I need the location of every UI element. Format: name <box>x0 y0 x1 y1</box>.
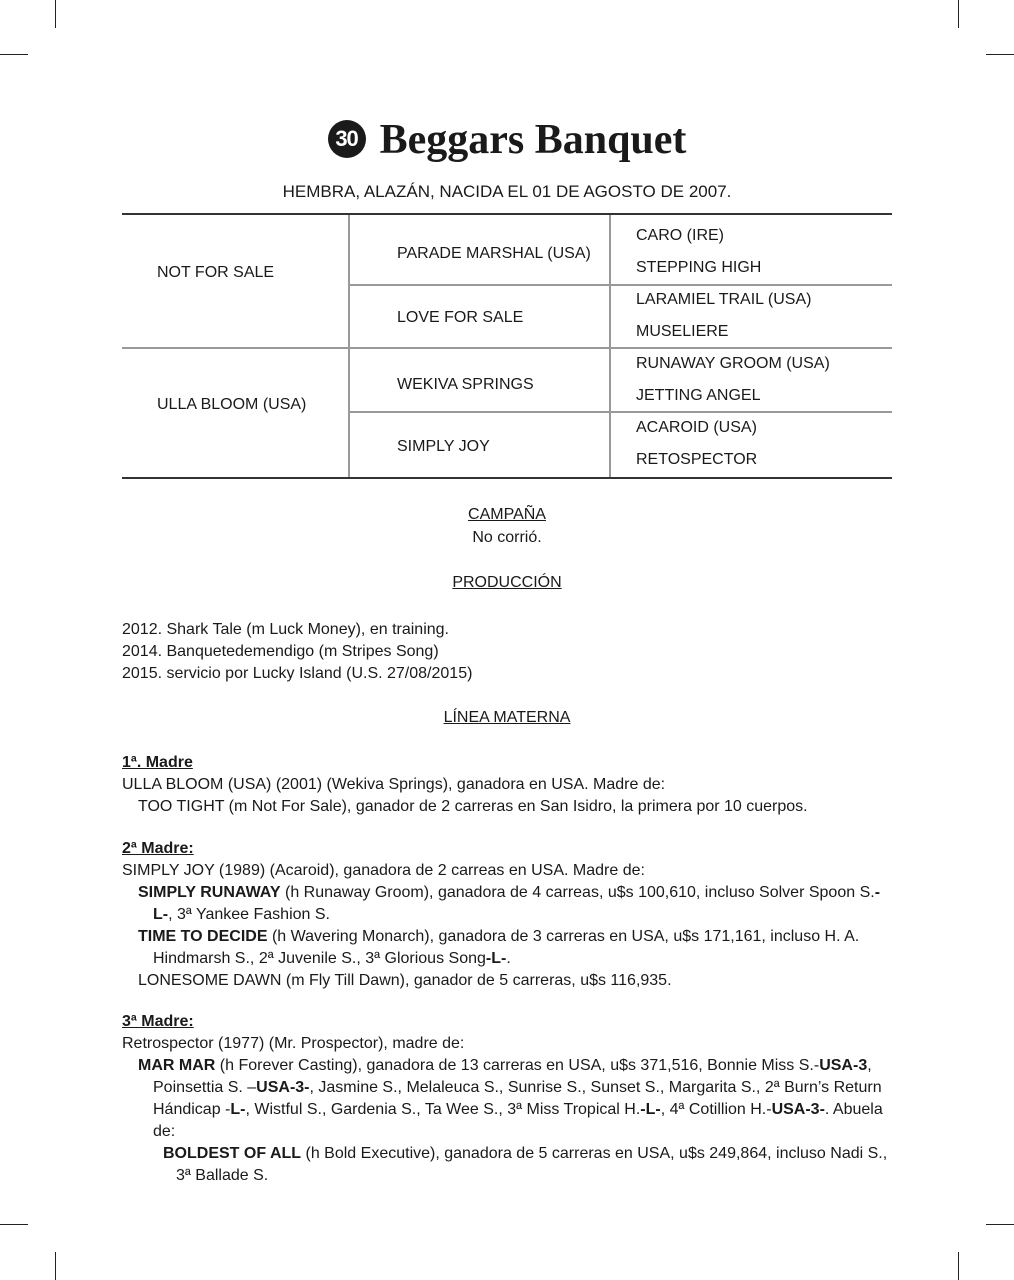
pedigree-dam: ULLA BLOOM (USA) <box>157 396 307 413</box>
crop-mark <box>958 0 959 28</box>
horse-name: Beggars Banquet <box>379 117 687 163</box>
list-item: MAR MAR (h Forever Casting), ganadora de 13 carreras en USA, u$s 371,516, Bonnie Miss S.-USA-3, Poinsettia S. –USA-3-, Jasmine S., Melaleuca S., Sunrise S., Sunset S., Margarita S., 2ª Burn’s Return Hándicap -L-, Wistful S., Gardenia S., Ta Wee S., 3ª Miss Tropical H.-L-, 4ª Cotillion H.-USA-3-. Abuela de: <box>138 1057 883 1140</box>
crop-mark <box>55 0 56 28</box>
list-item: 2012. Shark Tale (m Luck Money), en training. <box>122 621 449 638</box>
dam-intro: Retrospector (1977) (Mr. Prospector), madre de: <box>122 1035 465 1052</box>
section-heading: 2ª Madre: <box>122 840 194 857</box>
crop-mark <box>0 1224 28 1225</box>
list-item: 2015. servicio por Lucky Island (U.S. 27/08/2015) <box>122 665 473 682</box>
column-divider <box>348 215 350 477</box>
column-divider <box>609 215 611 477</box>
list-item: SIMPLY RUNAWAY (h Runaway Groom), ganadora de 4 carreas, u$s 100,610, incluso Solver Spoon S.-L-, 3ª Yankee Fashion S. <box>138 884 881 923</box>
crop-mark <box>0 54 28 55</box>
section-heading: 3ª Madre: <box>122 1013 194 1030</box>
lot-number-badge: 30 <box>328 120 366 158</box>
row-divider <box>348 411 892 413</box>
production-heading: PRODUCCIÓN <box>452 574 562 591</box>
pedigree-dam-dam: SIMPLY JOY <box>397 438 490 455</box>
maternal-line-heading: LÍNEA MATERNA <box>443 709 571 726</box>
row-divider <box>348 284 892 286</box>
campaign-heading: CAMPAÑA <box>468 506 546 523</box>
section-heading: 1ª. Madre <box>122 754 193 771</box>
crop-mark <box>986 54 1014 55</box>
third-dam-section <box>122 1011 894 1187</box>
page-title <box>0 114 1014 166</box>
dam-intro: SIMPLY JOY (1989) (Acaroid), ganadora de 2 carreas en USA. Madre de: <box>122 862 645 879</box>
second-dam-section <box>122 838 894 992</box>
row-divider <box>122 347 892 349</box>
list-item: 2014. Banquetedemendigo (m Stripes Song) <box>122 643 439 660</box>
pedigree-g3: RETOSPECTOR <box>636 451 758 468</box>
first-dam-section <box>122 752 894 818</box>
crop-mark <box>958 1252 959 1280</box>
pedigree-g3: ACAROID (USA) <box>636 419 757 436</box>
pedigree-g3: CARO (IRE) <box>636 227 724 244</box>
pedigree-sire: NOT FOR SALE <box>157 264 275 281</box>
dam-intro: ULLA BLOOM (USA) (2001) (Wekiva Springs), ganadora en USA. Madre de: <box>122 776 666 793</box>
list-item: LONESOME DAWN (m Fly Till Dawn), ganador de 5 carreras, u$s 116,935. <box>138 972 672 989</box>
pedigree-table <box>122 213 892 479</box>
pedigree-g3: JETTING ANGEL <box>636 387 761 404</box>
pedigree-sire-dam: LOVE FOR SALE <box>397 309 524 326</box>
pedigree-g3: RUNAWAY GROOM (USA) <box>636 355 830 372</box>
pedigree-dam-sire: WEKIVA SPRINGS <box>397 376 534 393</box>
campaign-text: No corrió. <box>472 529 542 546</box>
pedigree-g3: STEPPING HIGH <box>636 259 762 276</box>
table-bottom-rule <box>122 477 892 479</box>
list-item: TIME TO DECIDE (h Wavering Monarch), ganadora de 3 carreras en USA, u$s 171,161, incluso H. A. Hindmarsh S., 2ª Juvenile S., 3ª Glorious Song-L-. <box>138 928 860 967</box>
crop-mark <box>55 1252 56 1280</box>
pedigree-g3: LARAMIEL TRAIL (USA) <box>636 291 812 308</box>
list-item: BOLDEST OF ALL (h Bold Executive), ganadora de 5 carreras en USA, u$s 249,864, incluso Nadi S., 3ª Ballade S. <box>163 1145 888 1184</box>
horse-description: HEMBRA, ALAZÁN, NACIDA EL 01 DE AGOSTO DE 2007. <box>282 182 732 201</box>
table-top-rule <box>122 213 892 215</box>
pedigree-g3: MUSELIERE <box>636 323 729 340</box>
production-list <box>122 619 472 685</box>
list-item: TOO TIGHT (m Not For Sale), ganador de 2 carreras en San Isidro, la primera por 10 cuerpos. <box>138 798 808 815</box>
pedigree-sire-sire: PARADE MARSHAL (USA) <box>397 245 591 262</box>
crop-mark <box>986 1224 1014 1225</box>
